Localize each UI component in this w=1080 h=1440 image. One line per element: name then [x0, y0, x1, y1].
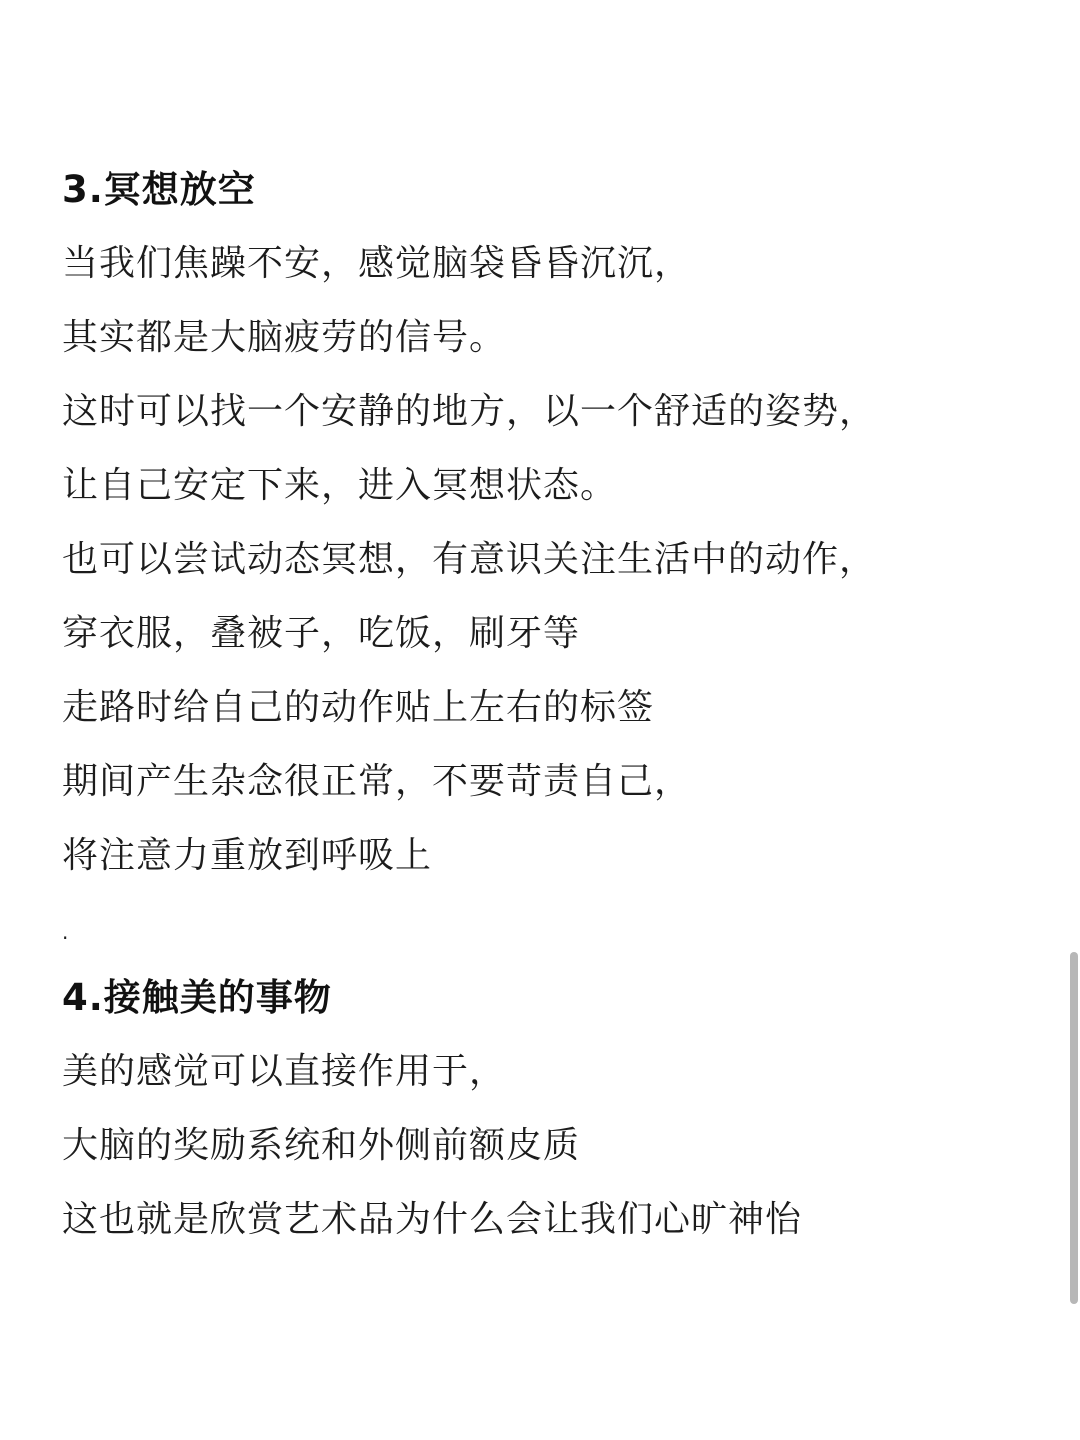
- vertical-scrollbar[interactable]: [1068, 0, 1080, 1440]
- paragraph-line: 将注意力重放到呼吸上: [62, 835, 433, 876]
- separator-dot: .: [62, 920, 70, 944]
- paragraph-line: 其实都是大脑疲劳的信号。: [62, 317, 507, 358]
- section-heading-beauty: 4.接触美的事物: [62, 976, 332, 1019]
- paragraph-line: 美的感觉可以直接作用于，: [62, 1051, 507, 1092]
- paragraph-line: 当我们焦躁不安，感觉脑袋昏昏沉沉，: [62, 243, 692, 284]
- paragraph-line: 期间产生杂念很正常，不要苛责自己，: [62, 761, 692, 802]
- paragraph-line: 大脑的奖励系统和外侧前额皮质: [62, 1125, 581, 1166]
- paragraph-line: 这也就是欣赏艺术品为什么会让我们心旷神怡: [62, 1199, 803, 1240]
- paragraph-line: 这时可以找一个安静的地方，以一个舒适的姿势，: [62, 391, 877, 432]
- paragraph-line: 走路时给自己的动作贴上左右的标签: [62, 687, 655, 728]
- paragraph-line: 穿衣服，叠被子，吃饭，刷牙等: [62, 613, 581, 654]
- section-heading-meditation: 3.冥想放空: [62, 168, 256, 211]
- paragraph-line: 也可以尝试动态冥想，有意识关注生活中的动作，: [62, 539, 877, 580]
- paragraph-line: 让自己安定下来，进入冥想状态。: [62, 465, 618, 506]
- scrollbar-thumb[interactable]: [1070, 952, 1078, 1304]
